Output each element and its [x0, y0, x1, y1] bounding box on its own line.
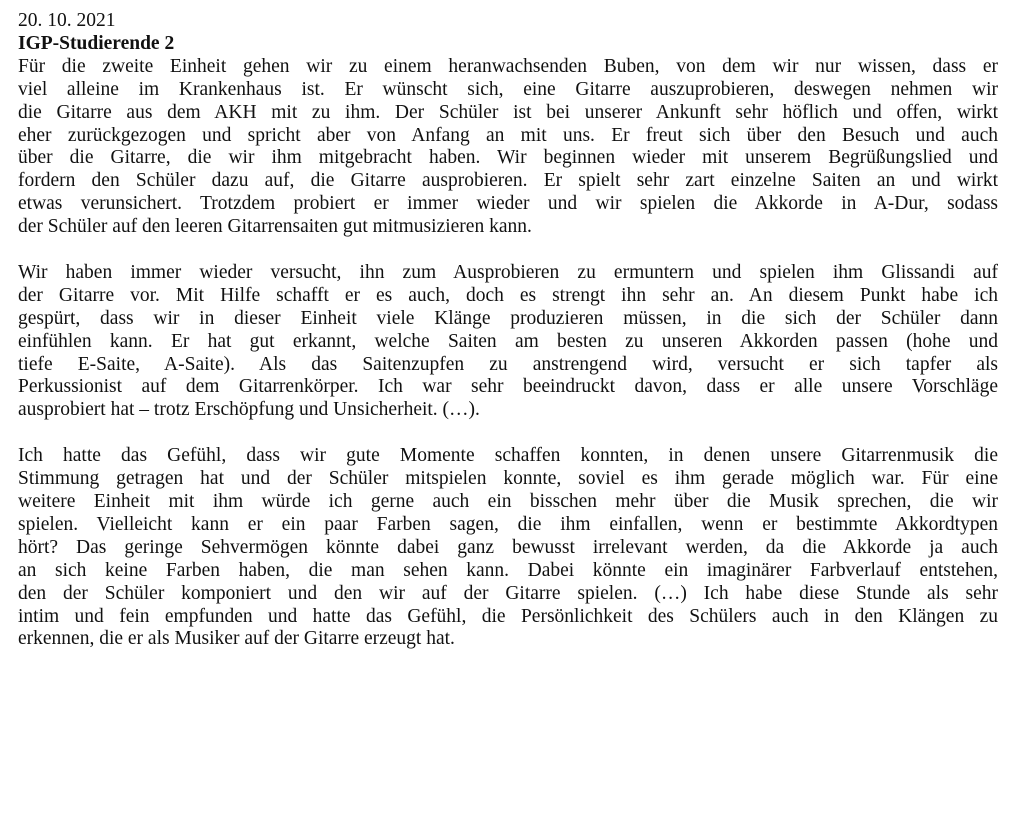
paragraph-3 [18, 445, 998, 651]
paragraph-line: Wir haben immer wieder versucht, ihn zum Ausprobieren zu ermuntern und spielen ihm Glissandi auf [18, 261, 998, 283]
paragraph-line: weitere Einheit mit ihm würde ich gerne auch ein bisschen mehr über die Musik sprechen, die wir [18, 491, 998, 512]
paragraph-line: erkennen, die er als Musiker auf der Gitarre erzeugt hat. [18, 628, 455, 650]
paragraph-line: einfühlen kann. Er hat gut erkannt, welche Saiten am besten zu unseren Akkorden passen (hohe und [18, 330, 998, 352]
paragraph-2 [18, 262, 998, 422]
paragraph-line: Stimmung getragen hat und der Schüler mitspielen konnte, soviel es ihm gerade möglich war. Für eine [18, 468, 998, 490]
paragraph-spacer [18, 422, 998, 445]
paragraph-line: Ich hatte das Gefühl, dass wir gute Momente schaffen konnten, in denen unsere Gitarrenmusik die [18, 445, 998, 467]
paragraph-1 [18, 56, 998, 239]
paragraph-line: Für die zweite Einheit gehen wir zu einem heranwachsenden Buben, von dem wir nur wissen, dass er [18, 55, 998, 77]
paragraph-line: der Schüler auf den leeren Gitarrensaiten gut mitmusizieren kann. [18, 216, 532, 238]
paragraph-line: eher zurückgezogen und spricht aber von Anfang an mit uns. Er freut sich über den Besuch und auch [18, 124, 998, 146]
paragraph-line: über die Gitarre, die wir ihm mitgebracht haben. Wir beginnen wieder mit unserem Begrüßungslied und [18, 147, 998, 169]
paragraph-line: den der Schüler komponiert und den wir auf der Gitarre spielen. (…) Ich habe diese Stunde als sehr [18, 582, 998, 604]
paragraph-line: die Gitarre aus dem AKH mit zu ihm. Der Schüler ist bei unserer Ankunft sehr höflich und offen, wirkt [18, 101, 998, 123]
paragraph-line: ausprobiert hat – trotz Erschöpfung und Unsicherheit. (…). [18, 399, 480, 421]
document-title: IGP-Studierende 2 [18, 32, 175, 54]
paragraph-line: viel alleine im Krankenhaus ist. Er wünscht sich, eine Gitarre auszuprobieren, deswegen nehmen wir [18, 78, 998, 100]
paragraph-line: spielen. Vielleicht kann er ein paar Farben sagen, die ihm einfallen, wenn er bestimmte Akkordtypen [18, 513, 998, 535]
paragraph-line: gespürt, dass wir in dieser Einheit viele Klänge produzieren müssen, in die sich der Schüler dann [18, 307, 998, 329]
paragraph-line: Perkussionist auf dem Gitarrenkörper. Ich war sehr beeindruckt davon, dass er alle unsere Vorschläge [18, 376, 998, 398]
paragraph-line: tiefe E-Saite, A-Saite). Als das Saitenzupfen zu anstrengend wird, versucht er sich tapfer als [18, 353, 998, 375]
paragraph-line: der Gitarre vor. Mit Hilfe schafft er es auch, doch es strengt ihn sehr an. An diesem Punkt habe ich [18, 284, 998, 306]
document-date: 20. 10. 2021 [18, 10, 116, 31]
paragraph-line: an sich keine Farben haben, die man sehen kann. Dabei könnte ein imaginärer Farbverlauf entstehen, [18, 559, 998, 581]
paragraph-line: intim und fein empfunden und hatte das Gefühl, die Persönlichkeit des Schülers auch in den Klängen zu [18, 605, 998, 627]
paragraph-line: fordern den Schüler dazu auf, die Gitarre ausprobieren. Er spielt sehr zart einzelne Saiten an und wirkt [18, 170, 998, 192]
paragraph-line: etwas verunsichert. Trotzdem probiert er immer wieder und wir spielen die Akkorde in A-Dur, sodass [18, 193, 998, 215]
paragraph-spacer [18, 239, 998, 262]
document-page [18, 10, 998, 651]
paragraph-line: hört? Das geringe Sehvermögen könnte dabei ganz bewusst irrelevant werden, da die Akkorde ja auch [18, 536, 998, 558]
